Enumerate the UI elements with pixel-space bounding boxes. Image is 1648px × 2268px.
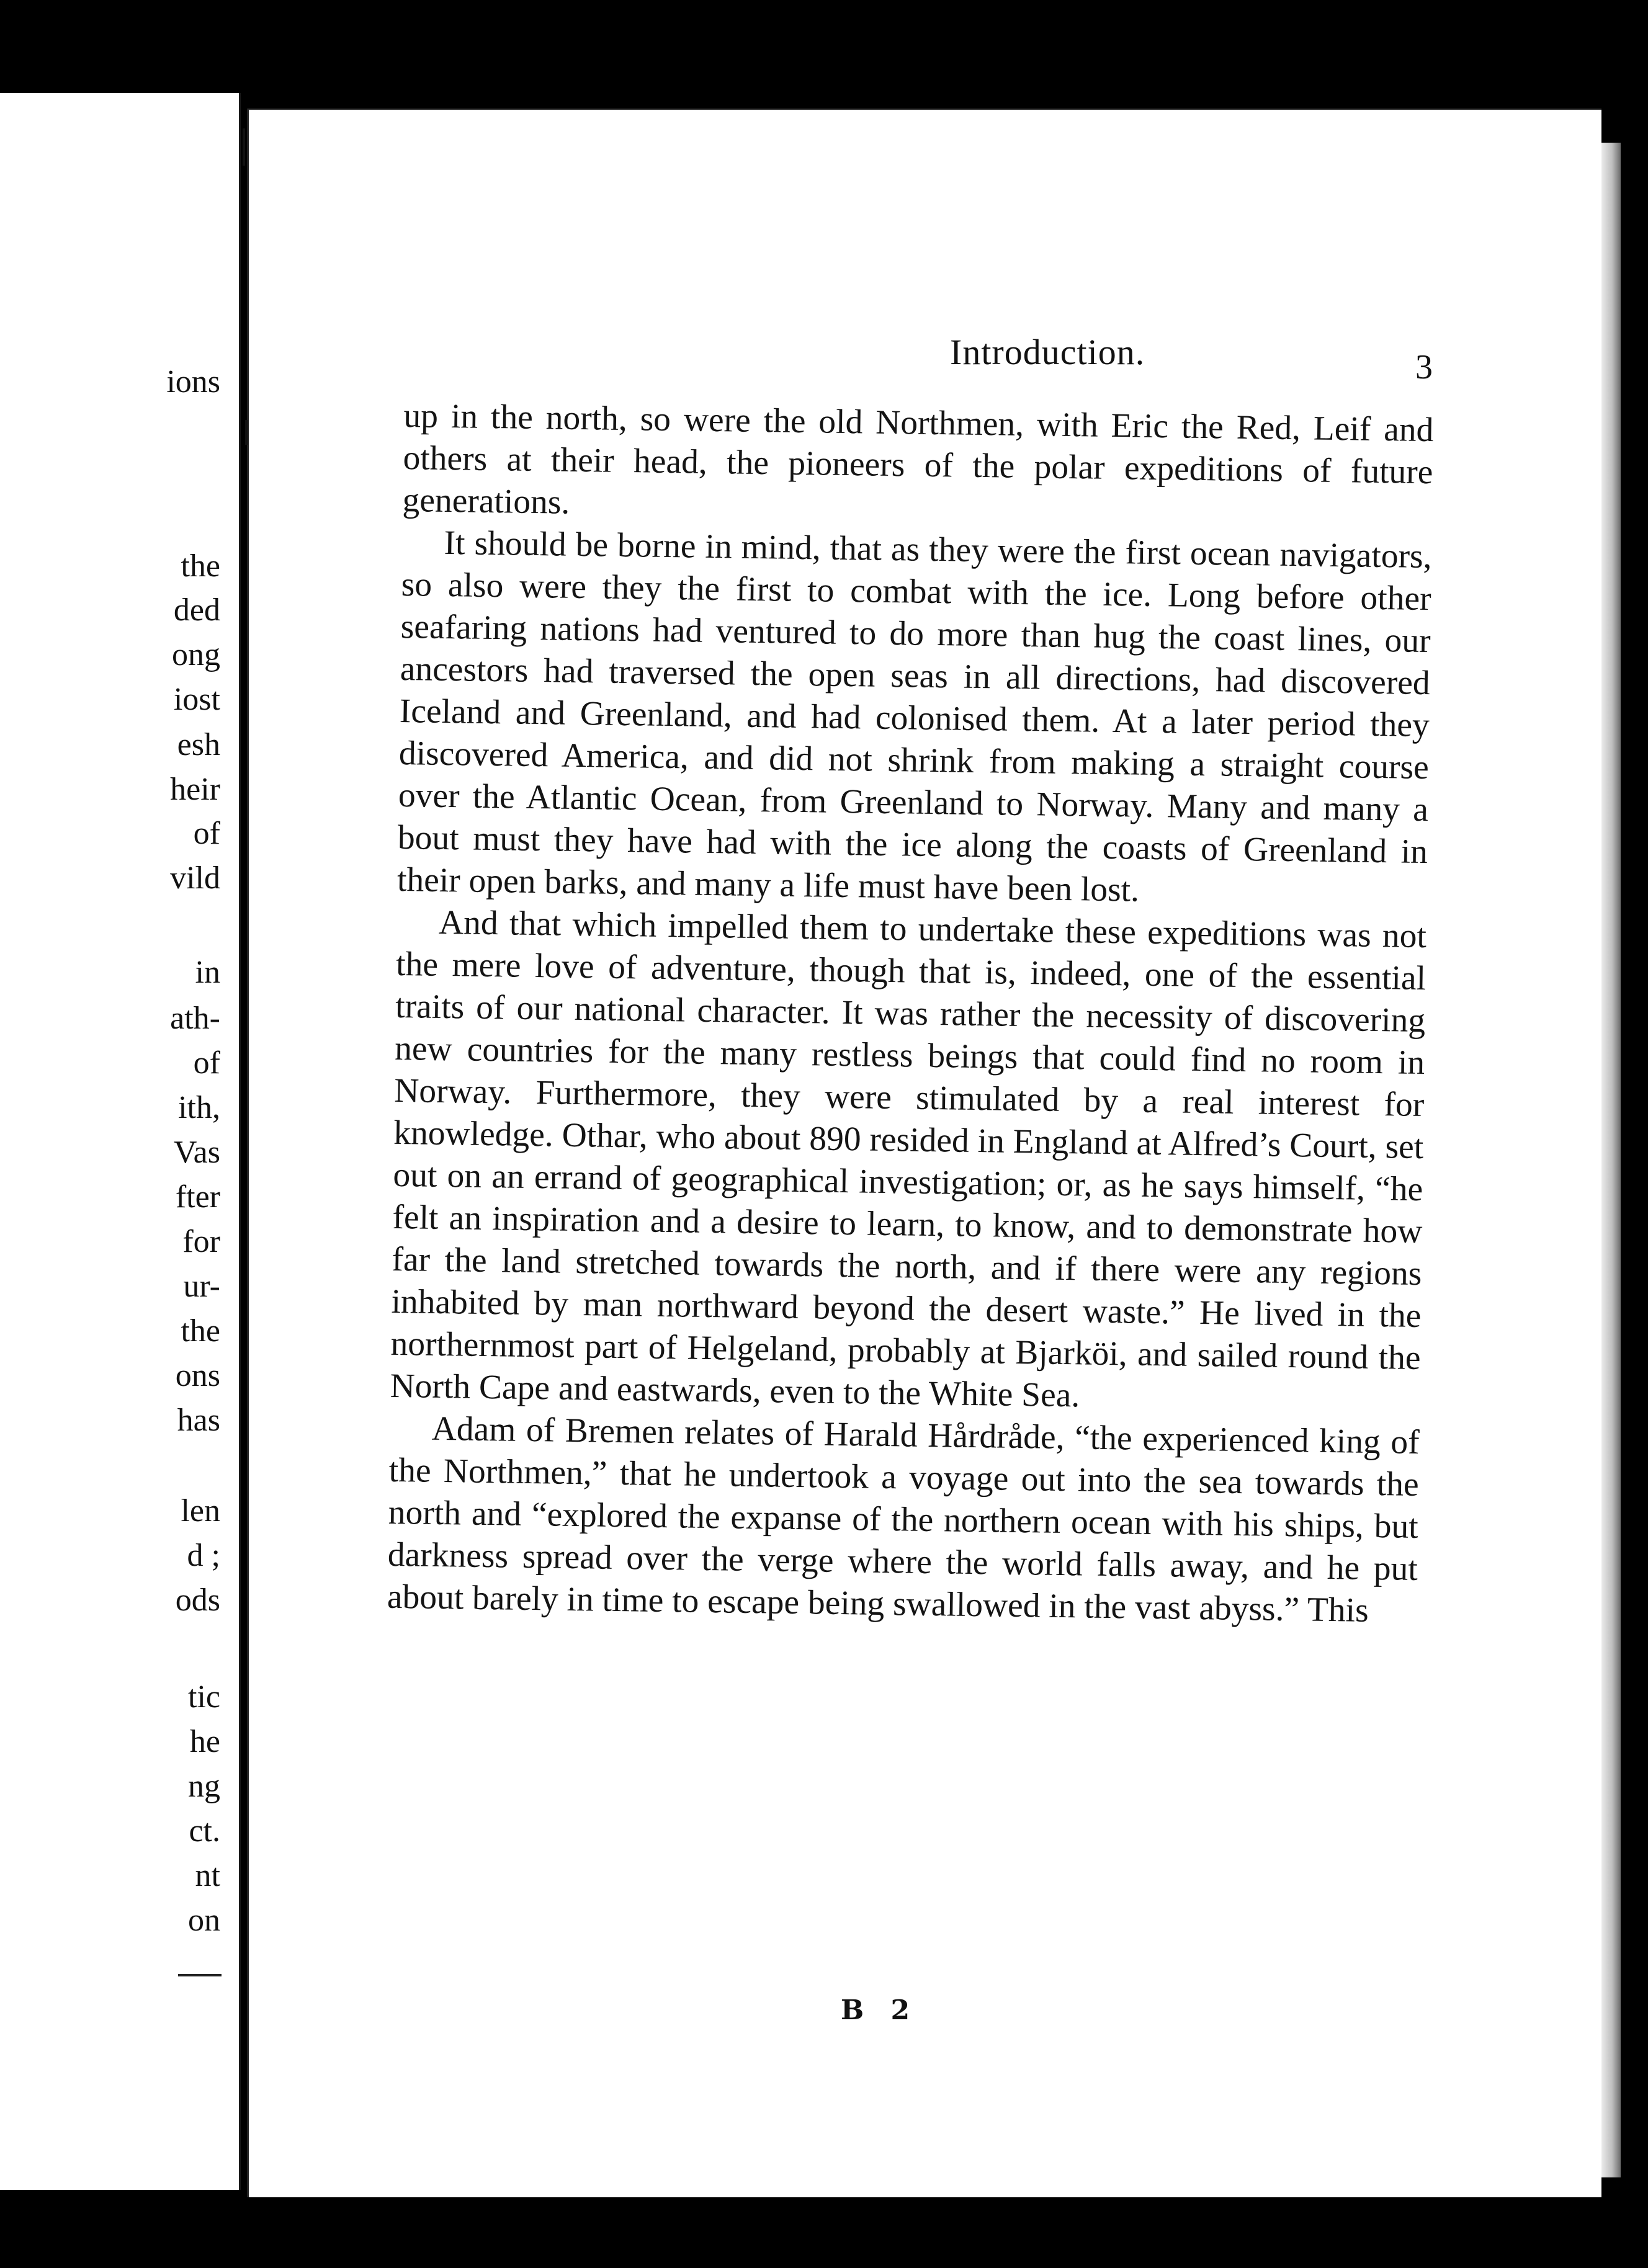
gutter-mark — [245, 420, 248, 445]
paragraph: It should be borne in mind, that as they were the first ocean navigators, so also were they the first to combat with the ice. Long before other seafaring nations had ventured to do more than hug the coast lines, our ancestors had traversed the open seas in all directions, had discovered Iceland and Greenland, and had colonised them. At a later period they discovered America, and did not shrink from making a straight course over the Atlantic Ocean, from Greenland to Norway. Many and many a bout must they have had with the ice along the coasts of Greenland in their open barks, and many a life must have been lost. — [396, 524, 1432, 909]
left-page-line: in — [195, 955, 220, 990]
left-page-line: has — [177, 1403, 220, 1438]
left-page-line: on — [188, 1903, 220, 1938]
signature-mark: B 2 — [841, 1994, 919, 2026]
paragraph: And that which impelled them to undertake these expeditions was not the mere love of adventure, though that is, indeed, one of the essential traits of our national character. It was rather the necessity of discovering new countries for the many restless beings that could find no room in Norway. Furthermore, they were stimulated by a real interest for knowledge. Othar, who about 890 resided in England at Alfred’s Court, set out on an errand of geographical investigation; or, as he says himself, “he felt an inspiration and a desire to learn, to know, and to demonstrate how far the land stretched towards the north, and if there were any regions inhabited by man northward beyond the desert waste.” He lived in the northernmost part of Helgeland, probably at Bjarköi, and sailed round the North Cape and eastwards, even to the White Sea. — [390, 903, 1427, 1415]
left-page-line: the — [181, 1313, 220, 1349]
book-page — [247, 109, 1601, 2197]
left-page-line: of — [193, 816, 220, 851]
left-page-line: for — [182, 1224, 220, 1259]
left-page-line: Vas — [173, 1135, 220, 1170]
left-page-line: ur- — [183, 1269, 220, 1304]
left-page-line: ng — [188, 1769, 220, 1804]
page-body — [387, 395, 1433, 1633]
left-page-line: ded — [173, 592, 220, 628]
left-page-line: ith, — [178, 1090, 220, 1125]
left-page-line: d ; — [187, 1538, 220, 1573]
left-page-rule — [178, 1974, 222, 1976]
left-page-line: vild — [170, 860, 220, 896]
left-page-line: esh — [177, 727, 220, 762]
paragraph: Adam of Bremen relates of Harald Hårdråde, “the experienced king of the Northmen,” that he undertook a voyage out into the sea towards the north and “explored the expanse of the northern ocean with his ships, but darkness spread over the verge where the world falls away, and he put about barely in time to escape being swallowed in the vast abyss.” This — [387, 1409, 1420, 1630]
previous-page-fragment — [0, 93, 241, 2190]
paragraph: up in the north, so were the old Northmen, with Eric the Red, Leif and others at their head, the pioneers of the polar expeditions of future generations. — [402, 396, 1434, 522]
left-page-line: nt — [195, 1858, 220, 1893]
left-page-line: ong — [172, 637, 220, 672]
left-page-line: he — [189, 1724, 220, 1759]
running-title: Introduction. — [950, 332, 1145, 372]
running-header — [249, 324, 1601, 386]
gutter-mark — [243, 128, 245, 166]
left-page-line: ct. — [189, 1813, 220, 1849]
page-number: 3 — [1415, 348, 1433, 386]
left-page-line: the — [181, 548, 220, 584]
left-page-line: ath- — [170, 1001, 220, 1036]
left-page-line: of — [193, 1045, 220, 1081]
left-page-line: ions — [166, 364, 220, 400]
left-page-line: ons — [175, 1358, 220, 1393]
left-page-line: len — [181, 1493, 220, 1529]
left-page-line: tic — [188, 1679, 220, 1715]
left-page-line: iost — [173, 682, 220, 717]
left-page-line: heir — [170, 772, 220, 807]
left-page-line: fter — [175, 1179, 220, 1215]
page-edge-shadow — [1600, 143, 1621, 2177]
left-page-line: ods — [175, 1583, 220, 1618]
